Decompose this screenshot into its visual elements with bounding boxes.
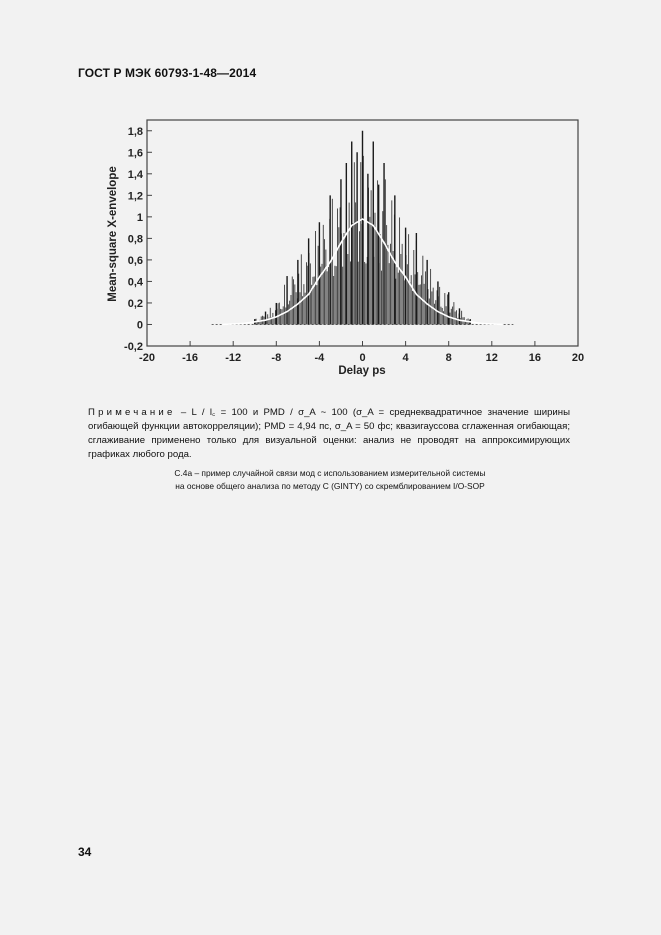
interferogram-series: [255, 131, 471, 325]
x-tick-label: 0: [359, 352, 366, 364]
x-tick-label: 20: [571, 352, 585, 364]
y-tick-label: 1,6: [127, 147, 143, 160]
chart-svg: [100, 112, 600, 392]
y-tick-label: -0,2: [124, 341, 143, 353]
pmd-chart: [100, 112, 600, 392]
y-tick-label: 0: [136, 319, 143, 332]
y-axis-label: Mean-square X-envelope: [107, 166, 119, 302]
y-tick-label: 0,8: [127, 233, 143, 246]
y-tick-label: 1: [136, 211, 143, 224]
y-tick-label: 0,4: [127, 276, 143, 289]
x-tick-label: -16: [182, 352, 199, 364]
figure-note: [88, 406, 570, 462]
page-number: 34: [78, 845, 92, 859]
x-tick-label: 8: [445, 352, 452, 364]
y-tick-label: 1,2: [127, 190, 143, 203]
x-tick-label: 16: [528, 352, 542, 364]
x-tick-label: -4: [314, 352, 325, 364]
y-tick-label: 1,8: [127, 125, 143, 138]
caption-line-1: С.4а – пример случайной связи мод с использованием измерительной системы: [174, 468, 486, 478]
standard-header: ГОСТ Р МЭК 60793-1-48—2014: [78, 66, 257, 80]
y-tick-label: 0,2: [127, 297, 143, 310]
y-tick-label: 1,4: [127, 168, 143, 181]
x-tick-label: 4: [402, 352, 409, 364]
x-tick-label: 12: [485, 352, 498, 364]
x-tick-label: -12: [225, 352, 242, 364]
x-tick-label: -20: [139, 352, 155, 364]
y-tick-label: 0,6: [127, 254, 143, 267]
figure-caption: [120, 467, 540, 493]
x-tick-label: -8: [271, 352, 282, 364]
x-axis-label: Delay ps: [338, 365, 386, 377]
caption-line-2: на основе общего анализа по методу С (GINTY) со скремблированием I/O-SOP: [175, 481, 485, 491]
note-lead: Примечание: [88, 407, 176, 418]
note-text: – L / l꜀ = 100 и PMD / σ_A ~ 100 (σ_A = среднеквадратичное значение ширины огибающей функции автокорреляции); PMD = 4,94 пс, σ_A = 50 фс; квазигауссова сглаженная огибающая; сглаживание применено только для визуальной оценки: анализ не проводят на аппроксимирующих графиках любого рода.: [88, 407, 570, 460]
